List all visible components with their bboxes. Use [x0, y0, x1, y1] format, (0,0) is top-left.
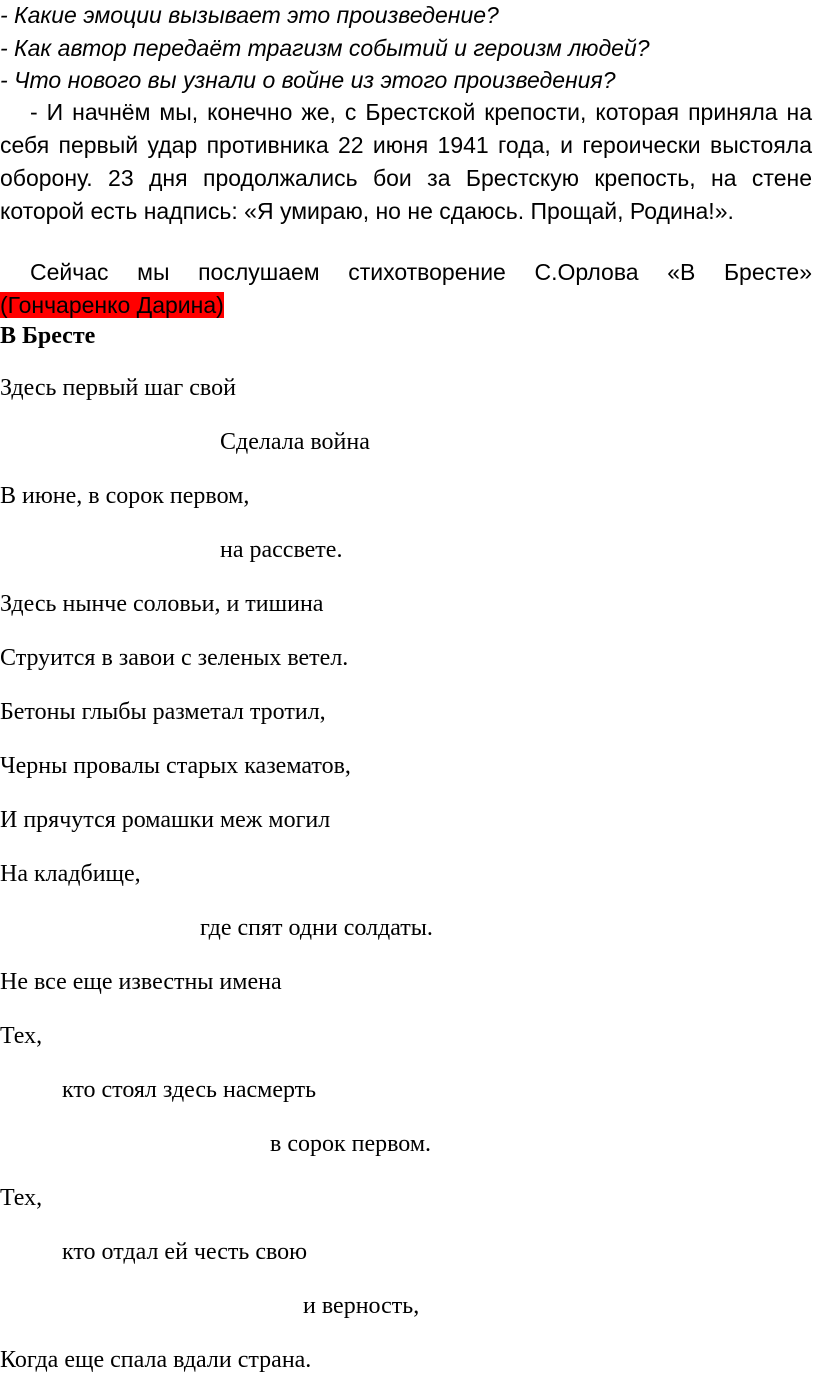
intro-paragraph: - И начнём мы, конечно же, с Брестской крепости, которая приняла на себя первый удар противника 22 июня 1941 года, и героически выстояла оборону. 23 дня продолжались бои за Брестскую крепость, на стене которой есть надпись: «Я умираю, но не сдаюсь. Прощай, Родина!».: [0, 99, 812, 224]
poem-line: на рассвете.: [220, 537, 343, 563]
poem-line: кто отдал ей честь свою: [62, 1239, 308, 1265]
poem-line: Струится в завои с зеленых ветел.: [0, 645, 349, 671]
listen-paragraph: [0, 256, 812, 322]
poem-line: Тех,: [0, 1185, 43, 1211]
poem-line: в сорок первом.: [270, 1131, 432, 1157]
poem-line: и верность,: [303, 1293, 420, 1319]
poem-title: В Бресте: [0, 323, 96, 349]
poem-line: Не все еще известны имена: [0, 969, 282, 995]
question-new-knowledge: - Что нового вы узнали о войне из этого произведения?: [0, 67, 616, 93]
listen-text: Сейчас мы послушаем стихотворение С.Орлова «В Бресте»: [30, 259, 812, 285]
question-emotions: - Какие эмоции вызывает это произведение?: [0, 2, 499, 28]
poem-line: где спят одни солдаты.: [200, 915, 433, 941]
poem-line: В июне, в сорок первом,: [0, 483, 250, 509]
poem-line: И прячутся ромашки меж могил: [0, 807, 331, 833]
poem-line: Когда еще спала вдали страна.: [0, 1347, 312, 1373]
poem-line: Здесь первый шаг свой: [0, 375, 236, 401]
poem-line: Тех,: [0, 1023, 43, 1049]
performer-highlight: (Гончаренко Дарина): [0, 292, 224, 318]
poem-line: На кладбище,: [0, 861, 141, 887]
poem-line: Сделала война: [220, 429, 370, 455]
poem-line: Здесь нынче соловьи, и тишина: [0, 591, 324, 617]
poem-line: кто стоял здесь насмерть: [62, 1077, 317, 1103]
poem-line: Черны провалы старых казематов,: [0, 753, 351, 779]
question-tragedy: - Как автор передаёт трагизм событий и героизм людей?: [0, 35, 650, 61]
poem-line: Бетоны глыбы разметал тротил,: [0, 699, 326, 725]
